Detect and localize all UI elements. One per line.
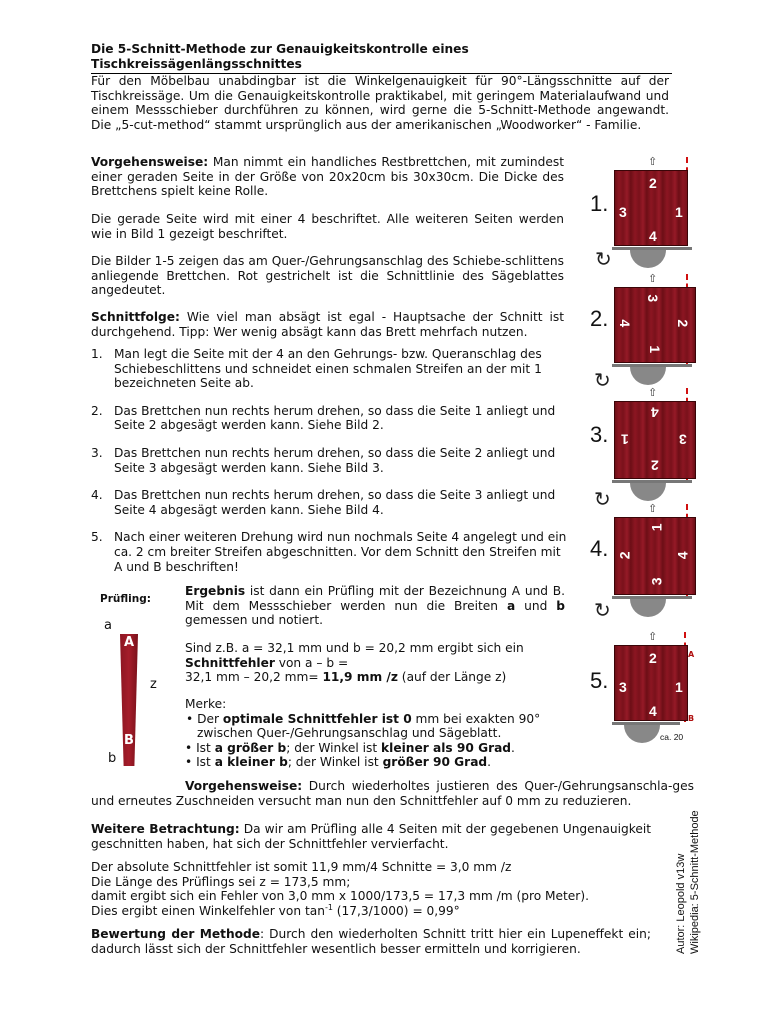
- specimen-title: Prüfling:: [100, 593, 151, 605]
- figure-number: 1.: [590, 191, 609, 216]
- calculation-block: Sind z.B. a = 32,1 mm und b = 20,2 mm ergibt sich ein Schnittfehler von a – b = 32,1 mm – 20,2 mm= 11,9 mm /z (auf der Länge z): [185, 641, 524, 685]
- list-item: 1. Man legt die Seite mit der 4 an den Gehrungs- bzw. Queranschlag des Schiebeschlittens und schneidet einen schmalen Streifen an der mit 1 bezeichneten Seite ab.: [91, 347, 542, 391]
- specimen-label-a: a: [104, 618, 112, 633]
- specimen-label-A: A: [124, 635, 135, 650]
- board: 1 2 4 3: [614, 517, 696, 595]
- figure-3: [588, 386, 700, 502]
- formula-block: Der absolute Schnittfehler ist somit 11,9 mm/4 Schnitte = 3,0 mm /z Die Länge des Prüflings sei z = 173,5 mm; damit ergibt sich ein Fehler von 3,0 mm x 1000/173,5 = 17,3 mm /m (pro Meter). Dies ergibt einen Winkelfehler von $\tan^{-1} (17,3/1000) = 0,99^\circ$: [91, 860, 589, 918]
- saw-blade: [630, 599, 666, 617]
- saw-blade: [630, 483, 666, 501]
- figure-number: 4.: [590, 536, 609, 561]
- figure-5: [588, 630, 700, 746]
- list-item: 2. Das Brettchen nun rechts herum drehen, so dass die Seite 1 anliegt und Seite 2 abgesägt werden kann. Siehe Bild 2.: [91, 403, 556, 433]
- further-consideration-paragraph: Weitere Betrachtung: Da wir am Prüfling alle 4 Seiten mit der gegebenen Ungenauigkeit geschnitten haben, hat sich der Schnittfehler vervierfacht.: [91, 822, 651, 851]
- board: 2 3 1 4: [614, 170, 688, 246]
- procedure-paragraph: Vorgehensweise: Man nimmt ein handliches Restbrettchen, mit zumindest einer geraden Seite in der Größe von 20x20cm bis 30x30cm. Die Dicke des Brettchens spielt keine Rolle.: [91, 155, 564, 199]
- list-item: 5. Nach einer weiteren Drehung wird nun nochmals Seite 4 angelegt und ein ca. 2 cm breiter Streifen abgeschnitten. Vor dem Schnitt den Streifen mit A und B beschriften!: [91, 530, 567, 574]
- specimen-label-b: b: [108, 751, 117, 766]
- arrow-up-icon: ⇧: [648, 272, 658, 285]
- specimen-label-B: B: [124, 733, 134, 748]
- strip-label-B: B: [688, 714, 695, 723]
- list-item: 4. Das Brettchen nun rechts herum drehen, so dass die Seite 3 anliegt und Seite 4 abgesägt werden kann. Siehe Bild 4.: [91, 488, 556, 517]
- figures-paragraph: Die Bilder 1-5 zeigen das am Quer-/Gehrungsanschlag des Schiebe-schlittens anliegende Brettchen. Rot gestrichelt ist die Schnittlinie des Sägeblattes angedeutet.: [91, 254, 564, 298]
- strip-label-A: A: [688, 650, 695, 659]
- list-item: 3. Das Brettchen nun rechts herum drehen, so dass die Seite 2 anliegt und Seite 3 abgesägt werden kann. Siehe Bild 3.: [91, 445, 556, 475]
- board: 4 1 3 2: [614, 401, 696, 479]
- figure-number: 2.: [590, 306, 609, 331]
- note-block: Merke: • Der optimale Schnittfehler ist 0 mm bei exakten 90° zwischen Quer-/Gehrungsanschlag und Sägeblatt. • Ist a größer b; der Winkel ist kleiner als 90 Grad. • Ist a kleiner b; der Winkel ist größer 90 Grad.: [185, 697, 541, 770]
- adjustment-paragraph: Vorgehensweise: Durch wiederholtes justieren des Quer-/Gehrungsanschla-ges und erneutes Zuschneiden versucht man nun den Schnittfehler auf 0 mm zu reduzieren.: [91, 779, 694, 808]
- saw-blade: [624, 725, 660, 743]
- rotate-icon: ↻: [594, 368, 611, 392]
- page-title: Die 5-Schnitt-Methode zur Genauigkeitskontrolle eines Tischkreissägenlängsschnittes: [91, 42, 672, 74]
- arrow-up-icon: ⇧: [648, 630, 658, 643]
- arrow-up-icon: ⇧: [648, 386, 658, 399]
- arrow-up-icon: ⇧: [648, 155, 658, 168]
- evaluation-paragraph: Bewertung der Methode: Durch den wiederholten Schnitt tritt hier ein Lupeneffekt ein; dadurch lässt sich der Schnittfehler wesentlich besser ermitteln und korrigieren.: [91, 927, 651, 956]
- intro-paragraph: Für den Möbelbau unabdingbar ist die Winkelgenauigkeit für 90°-Längsschnitte auf der Tischkreissäge. Um die Genauigkeitskontrolle praktikabel, mit geringem Materialaufwand und einem Messschieber durchführen zu können, wird gerne die 5-Schnitt-Methode angewandt. Die „5-cut-method“ stammt ursprünglich aus der amerikanischen „Woodworker“ - Familie.: [91, 74, 669, 132]
- specimen-figure: [100, 612, 170, 772]
- straight-side-paragraph: Die gerade Seite wird mit einer 4 beschriftet. Alle weiteren Seiten werden wie in Bild 1 gezeigt beschriftet.: [91, 212, 564, 241]
- author-signature: Autor: Leopold v13w Wikipedia: 5-Schnitt-Methode: [675, 810, 701, 954]
- board: 3 4 2 1: [614, 287, 696, 363]
- width-note: ca. 20: [660, 732, 684, 742]
- saw-blade: [630, 250, 666, 268]
- figure-number: 5.: [590, 668, 609, 693]
- specimen-label-z: z: [150, 677, 157, 692]
- rotate-icon: ↻: [594, 598, 611, 622]
- rotate-icon: ↻: [595, 247, 612, 271]
- result-paragraph: Ergebnis ist dann ein Prüfling mit der Bezeichnung A und B. Mit dem Messschieber werden nun die Breiten a und b gemessen und notiert.: [185, 584, 565, 628]
- arrow-up-icon: ⇧: [648, 502, 658, 515]
- rotate-icon: ↻: [594, 487, 611, 511]
- steps-list: [91, 347, 567, 587]
- figure-number: 3.: [590, 422, 609, 447]
- board: 2 3 1 4: [614, 645, 688, 721]
- saw-blade: [630, 367, 666, 385]
- cut-sequence-paragraph: Schnittfolge: Wie viel man absägt ist egal - Hauptsache der Schnitt ist durchgehend. Tipp: Wer wenig absägt kann das Brett mehrfach nutzen.: [91, 310, 564, 339]
